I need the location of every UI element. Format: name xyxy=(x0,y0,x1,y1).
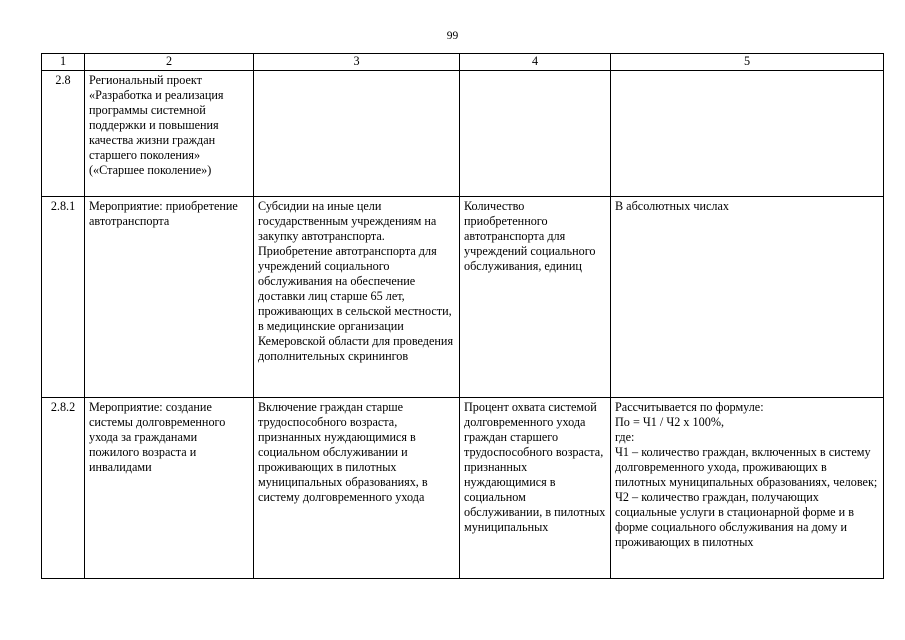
row-method: В абсолютных числах xyxy=(611,197,884,398)
row-indicator: Количество приобретенного автотранспорта для учреждений социального обслуживания, единиц xyxy=(460,197,611,398)
row-method: Рассчитывается по формуле: По = Ч1 / Ч2 х 100%, где: Ч1 – количество граждан, включенных в систему долговременного ухода, проживающих в пилотных муниципальных образованиях, человек; Ч2 – количество граждан, получающих социальные услуги в стационарной форме и в форме социального обслуживания на дому и проживающих в пилотных xyxy=(611,398,884,579)
row-number: 2.8.1 xyxy=(42,197,85,398)
row-name: Мероприятие: создание системы долговременного ухода за гражданами пожилого возраста и инвалидами xyxy=(85,398,254,579)
page-number: 99 xyxy=(446,30,459,42)
row-indicator: Процент охвата системой долговременного ухода граждан старшего трудоспособного возраста, признанных нуждающимися в социальном обслуживании, в пилотных муниципальных xyxy=(460,398,611,579)
table-header-row xyxy=(42,54,884,71)
column-header-2: 2 xyxy=(85,54,254,71)
measures-table xyxy=(41,53,884,579)
column-header-5: 5 xyxy=(611,54,884,71)
row-name: Региональный проект «Разработка и реализация программы системной поддержки и повышения качества жизни граждан старшего поколения» («Старшее поколение») xyxy=(85,71,254,197)
column-header-1: 1 xyxy=(42,54,85,71)
row-number: 2.8.2 xyxy=(42,398,85,579)
column-header-4: 4 xyxy=(460,54,611,71)
row-indicator xyxy=(460,71,611,197)
table-row xyxy=(42,197,884,398)
table-row xyxy=(42,398,884,579)
row-name: Мероприятие: приобретение автотранспорта xyxy=(85,197,254,398)
row-description: Включение граждан старше трудоспособного возраста, признанных нуждающимися в социальном обслуживании и проживающих в пилотных муниципальных образованиях, в систему долговременного ухода xyxy=(254,398,460,579)
row-description xyxy=(254,71,460,197)
row-number: 2.8 xyxy=(42,71,85,197)
table-row xyxy=(42,71,884,197)
row-method xyxy=(611,71,884,197)
column-header-3: 3 xyxy=(254,54,460,71)
row-description: Субсидии на иные цели государственным учреждениям на закупку автотранспорта. Приобретение автотранспорта для учреждений социального обслуживания на обеспечение доставки лиц старше 65 лет, проживающих в сельской местности, в медицинские организации Кемеровской области для проведения дополнительных скринингов xyxy=(254,197,460,398)
